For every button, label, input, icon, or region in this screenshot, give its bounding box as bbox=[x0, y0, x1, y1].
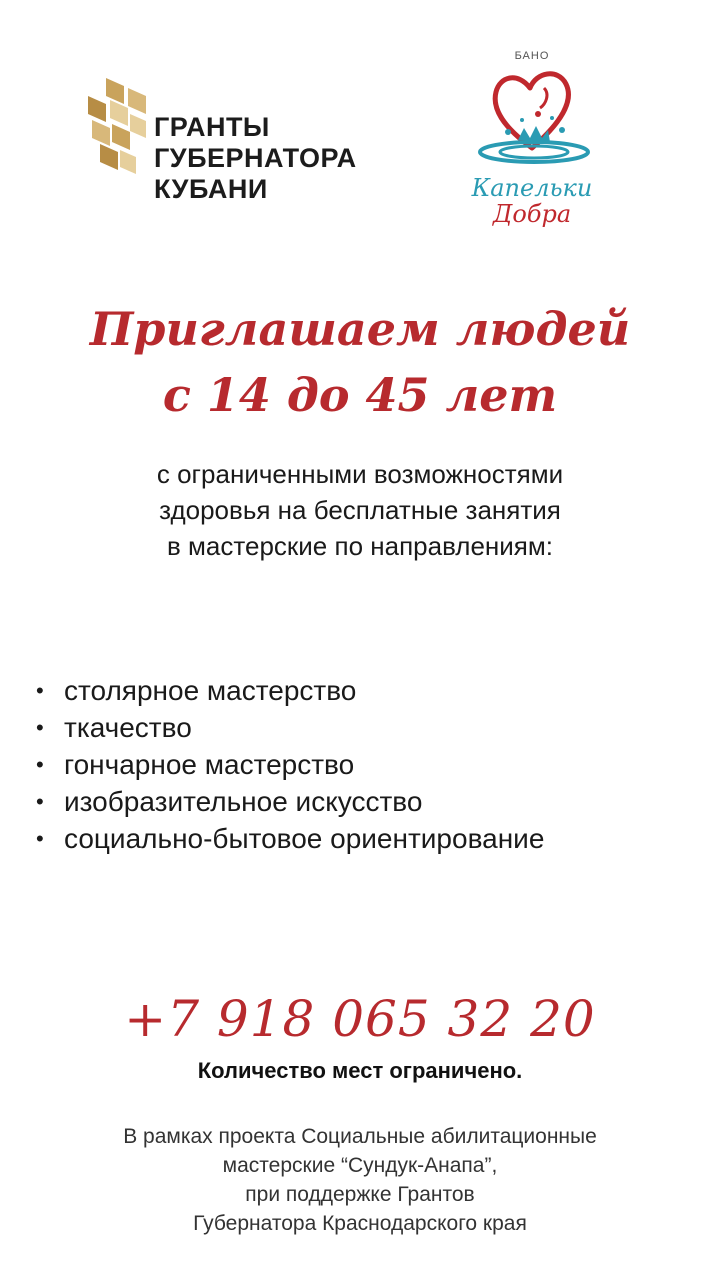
list-item bbox=[36, 709, 544, 746]
bullet-icon: • bbox=[36, 678, 44, 703]
grants-governor-logo bbox=[88, 78, 408, 208]
kapelki-logo-line: Добра bbox=[492, 200, 572, 228]
intro-line: в мастерские по направлениям: bbox=[167, 531, 553, 561]
list-item bbox=[36, 783, 544, 820]
headline-line: Приглашаем людей bbox=[89, 302, 631, 356]
limited-seats-note: Количество мест ограничено. bbox=[197, 1058, 523, 1083]
list-item bbox=[36, 672, 544, 709]
grants-logo-line: ГРАНТЫ bbox=[154, 112, 270, 142]
bullet-icon: • bbox=[36, 826, 44, 851]
footer-line: при поддержке Грантов bbox=[245, 1183, 475, 1206]
kapelki-logo-line: Капельки bbox=[471, 174, 593, 202]
grants-logo-text bbox=[154, 112, 357, 205]
footer-line: В рамках проекта Социальные абилитационные bbox=[123, 1125, 597, 1148]
direction-label: социально-бытовое ориентирование bbox=[64, 823, 545, 854]
headline bbox=[0, 296, 720, 428]
direction-label: столярное мастерство bbox=[64, 675, 357, 706]
direction-label: гончарное мастерство bbox=[64, 749, 355, 780]
directions-list bbox=[36, 672, 544, 857]
bullet-icon: • bbox=[36, 715, 44, 740]
footer-line: мастерские “Сундук-Анапа”, bbox=[222, 1154, 498, 1177]
intro-line: с ограниченными возможностями bbox=[156, 459, 564, 489]
grants-logo-line: ГУБЕРНАТОРА bbox=[154, 143, 357, 173]
heart-drop-icon bbox=[462, 48, 602, 178]
logos-header bbox=[0, 0, 720, 260]
kapelki-logo-top-text: БАНО bbox=[514, 50, 550, 62]
headline-line: с 14 до 45 лет bbox=[162, 368, 558, 422]
bullet-icon: • bbox=[36, 752, 44, 777]
phone-number[interactable]: +7 918 065 32 20 bbox=[124, 990, 596, 1048]
footer-text bbox=[0, 1122, 720, 1238]
footer-line: Губернатора Краснодарского края bbox=[193, 1212, 527, 1235]
wheat-blocks-icon bbox=[88, 78, 146, 174]
intro-line: здоровья на бесплатные занятия bbox=[159, 495, 561, 525]
list-item bbox=[36, 820, 544, 857]
bullet-icon: • bbox=[36, 789, 44, 814]
list-item bbox=[36, 746, 544, 783]
grants-logo-line: КУБАНИ bbox=[154, 174, 268, 204]
direction-label: изобразительное искусство bbox=[64, 786, 423, 817]
intro-text bbox=[0, 456, 720, 564]
direction-label: ткачество bbox=[64, 712, 192, 743]
kapelki-dobra-logo bbox=[462, 48, 602, 238]
